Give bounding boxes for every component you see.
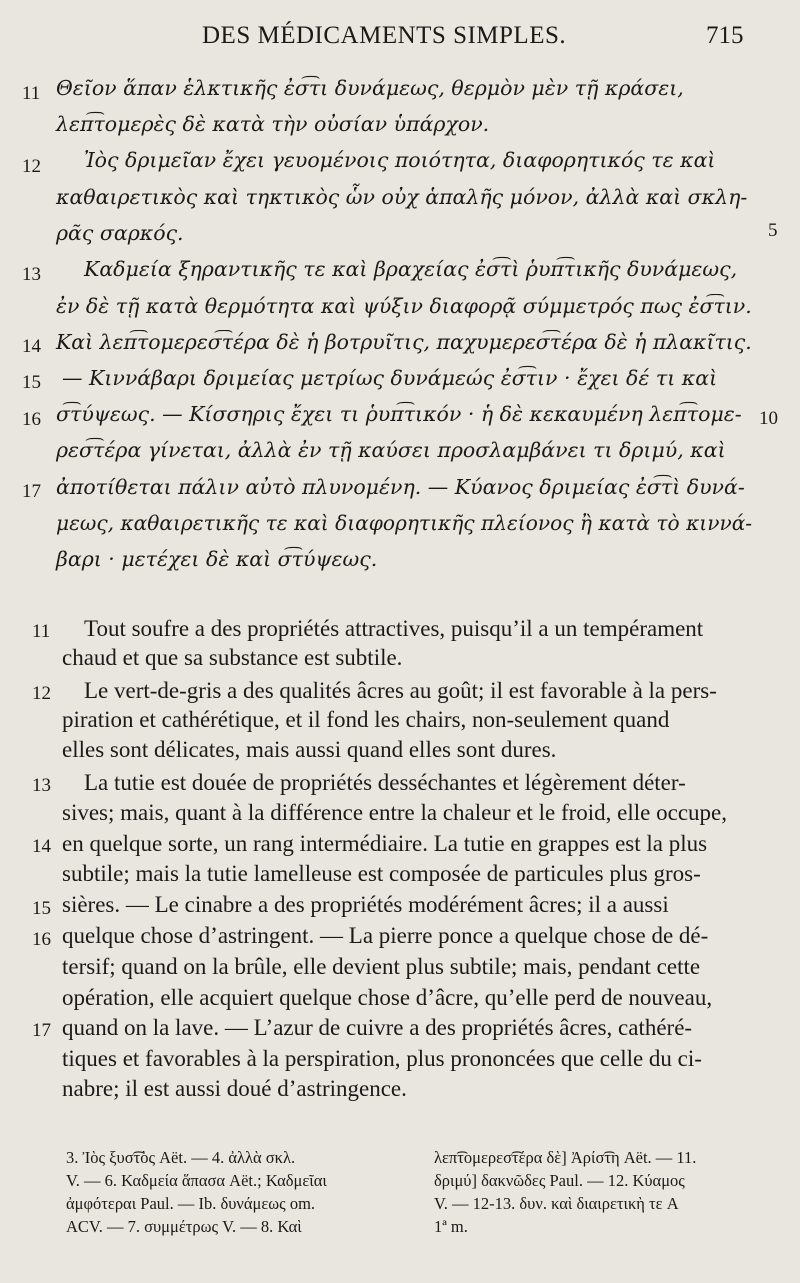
footnote-line-left: 3. Ἰὸς ξυσ͡τὸς Aët. — 4. ἀλλὰ σκλ. <box>66 1148 296 1167</box>
greek-line: Καδμεία ξηραντικῆς τε καὶ βραχείας ἐσ͡τὶ ῥυπ͡τικῆς δυνάμεως, <box>84 257 738 281</box>
french-line: Le vert-de-gris a des qualités âcres au goût; il est favorable à la pers- <box>84 678 717 703</box>
greek-line: σ͡τύψεως. — Κίσσηρις ἔχει τι ῥυπ͡τικόν · ἡ δὲ κεκαυμένη λεπ͡τομε- <box>56 402 742 426</box>
greek-line: καθαιρετικὸς καὶ τηκτικὸς ὧν οὐχ ἁπαλῆς μόνον, ἀλλὰ καὶ σκλη- <box>56 185 748 209</box>
greek-line: Ἰὸς δριμεῖαν ἔχει γευομένοις ποιότητα, διαφορητικός τε καὶ <box>84 148 716 172</box>
margin-line-counter: 10 <box>759 408 778 429</box>
french-line: Tout soufre a des propriétés attractives, puisqu’il a un tempérament <box>84 616 704 641</box>
greek-line-number: 12 <box>22 156 41 177</box>
greek-line-number: 11 <box>22 83 41 104</box>
french-line-number: 12 <box>32 683 51 704</box>
greek-line: βαρι · μετέχει δὲ καὶ σ͡τύψεως. <box>56 547 378 571</box>
page-header <box>0 18 800 58</box>
greek-line: ἐν δὲ τῇ κατὰ θερμότητα καὶ ψύξιν διαφορᾷ σύμμετρός πως ἐσ͡τιν. <box>56 294 752 318</box>
page-number: 715 <box>706 22 744 49</box>
footnote-line-right: V. — 12-13. δυν. καὶ διαιρετικὴ τε A <box>434 1194 679 1213</box>
french-line: subtile; mais la tutie lamelleuse est composée de particules plus gros- <box>62 861 701 886</box>
greek-line: Θεῖον ἅπαν ἑλκτικῆς ἐσ͡τι δυνάμεως, θερμὸν μὲν τῇ κράσει, <box>56 76 684 100</box>
french-line: nabre; il est aussi doué d’astringence. <box>62 1076 407 1101</box>
footnote-line-left: V. — 6. Καδμεία ἅπασα Aët.; Καδμεῖαι <box>66 1171 327 1190</box>
french-line: quand on la lave. — L’azur de cuivre a des propriétés âcres, cathéré- <box>62 1015 693 1040</box>
footnote-line-left: ACV. — 7. συμμέτρως V. — 8. Καὶ <box>66 1217 302 1236</box>
footnote-line-right: 1ª m. <box>434 1217 468 1236</box>
greek-line-number: 16 <box>22 409 41 430</box>
greek-line: — Κιννάβαρι δριμείας μετρίως δυνάμεώς ἐσ͡τιν · ἔχει δέ τι καὶ <box>62 366 718 390</box>
french-line-number: 17 <box>32 1020 51 1041</box>
french-line-number: 15 <box>32 898 51 919</box>
footnote-line-right: λεπ͡τομερεσ͡τέρα δὲ] Ἀρίσ͡τη Aët. — 11. <box>434 1148 697 1167</box>
margin-line-counter: 5 <box>768 220 778 241</box>
greek-line: μεως, καθαιρετικῆς τε καὶ διαφορητικῆς πλείονος ἢ κατὰ τὸ κιννά- <box>56 511 753 535</box>
french-line: tersif; quand on la brûle, elle devient plus subtile; mais, pendant cette <box>62 954 701 979</box>
french-line: sières. — Le cinabre a des propriétés modérément âcres; il a aussi <box>62 892 669 917</box>
greek-line: λεπ͡τομερὲς δὲ κατὰ τὴν οὐσίαν ὑπάρχον. <box>56 112 490 136</box>
french-line: piration et cathérétique, et il fond les chairs, non-seulement quand <box>62 707 670 732</box>
greek-line: ἀποτίθεται πάλιν αὐτὸ πλυνομένη. — Κύανος δριμείας ἐσ͡τὶ δυνά- <box>56 475 745 499</box>
greek-line: ρᾶς σαρκός. <box>56 221 184 245</box>
greek-line-number: 17 <box>22 481 41 502</box>
french-line: opération, elle acquiert quelque chose d’âcre, qu’elle perd de nouveau, <box>62 985 713 1010</box>
french-line: elles sont délicates, mais aussi quand elles sont dures. <box>62 737 557 762</box>
greek-line-number: 13 <box>22 264 41 285</box>
french-line-number: 14 <box>32 836 51 857</box>
french-line-number: 16 <box>32 929 51 950</box>
french-line: La tutie est douée de propriétés desséchantes et légèrement déter- <box>84 770 686 795</box>
french-line-number: 11 <box>32 621 51 642</box>
running-title: DES MÉDICAMENTS SIMPLES. <box>202 22 567 49</box>
french-line: tiques et favorables à la perspiration, plus prononcées que celle du ci- <box>62 1046 702 1071</box>
french-line: quelque chose d’astringent. — La pierre ponce a quelque chose de dé- <box>62 923 709 948</box>
greek-line: Καὶ λεπ͡τομερεσ͡τέρα δὲ ἡ βοτρυῖτις, παχυμερεσ͡τέρα δὲ ἡ πλακῖτις. <box>56 330 752 354</box>
french-line: en quelque sorte, un rang intermédiaire. La tutie en grappes est la plus <box>62 831 708 856</box>
french-line: sives; mais, quant à la différence entre la chaleur et le froid, elle occupe, <box>62 800 727 825</box>
greek-line-number: 14 <box>22 336 41 357</box>
french-line-number: 13 <box>32 775 51 796</box>
footnote-line-right: δριμύ] δακνῶδες Paul. — 12. Κύαμος <box>434 1171 685 1190</box>
greek-line-number: 15 <box>22 372 41 393</box>
greek-line: ρεσ͡τέρα γίνεται, ἀλλὰ ἐν τῇ καύσει προσλαμβάνει τι δριμύ, καὶ <box>56 438 726 462</box>
french-line: chaud et que sa substance est subtile. <box>62 645 403 670</box>
footnote-line-left: ἀμφότεραι Paul. — Ib. δυνάμεως om. <box>66 1194 316 1213</box>
